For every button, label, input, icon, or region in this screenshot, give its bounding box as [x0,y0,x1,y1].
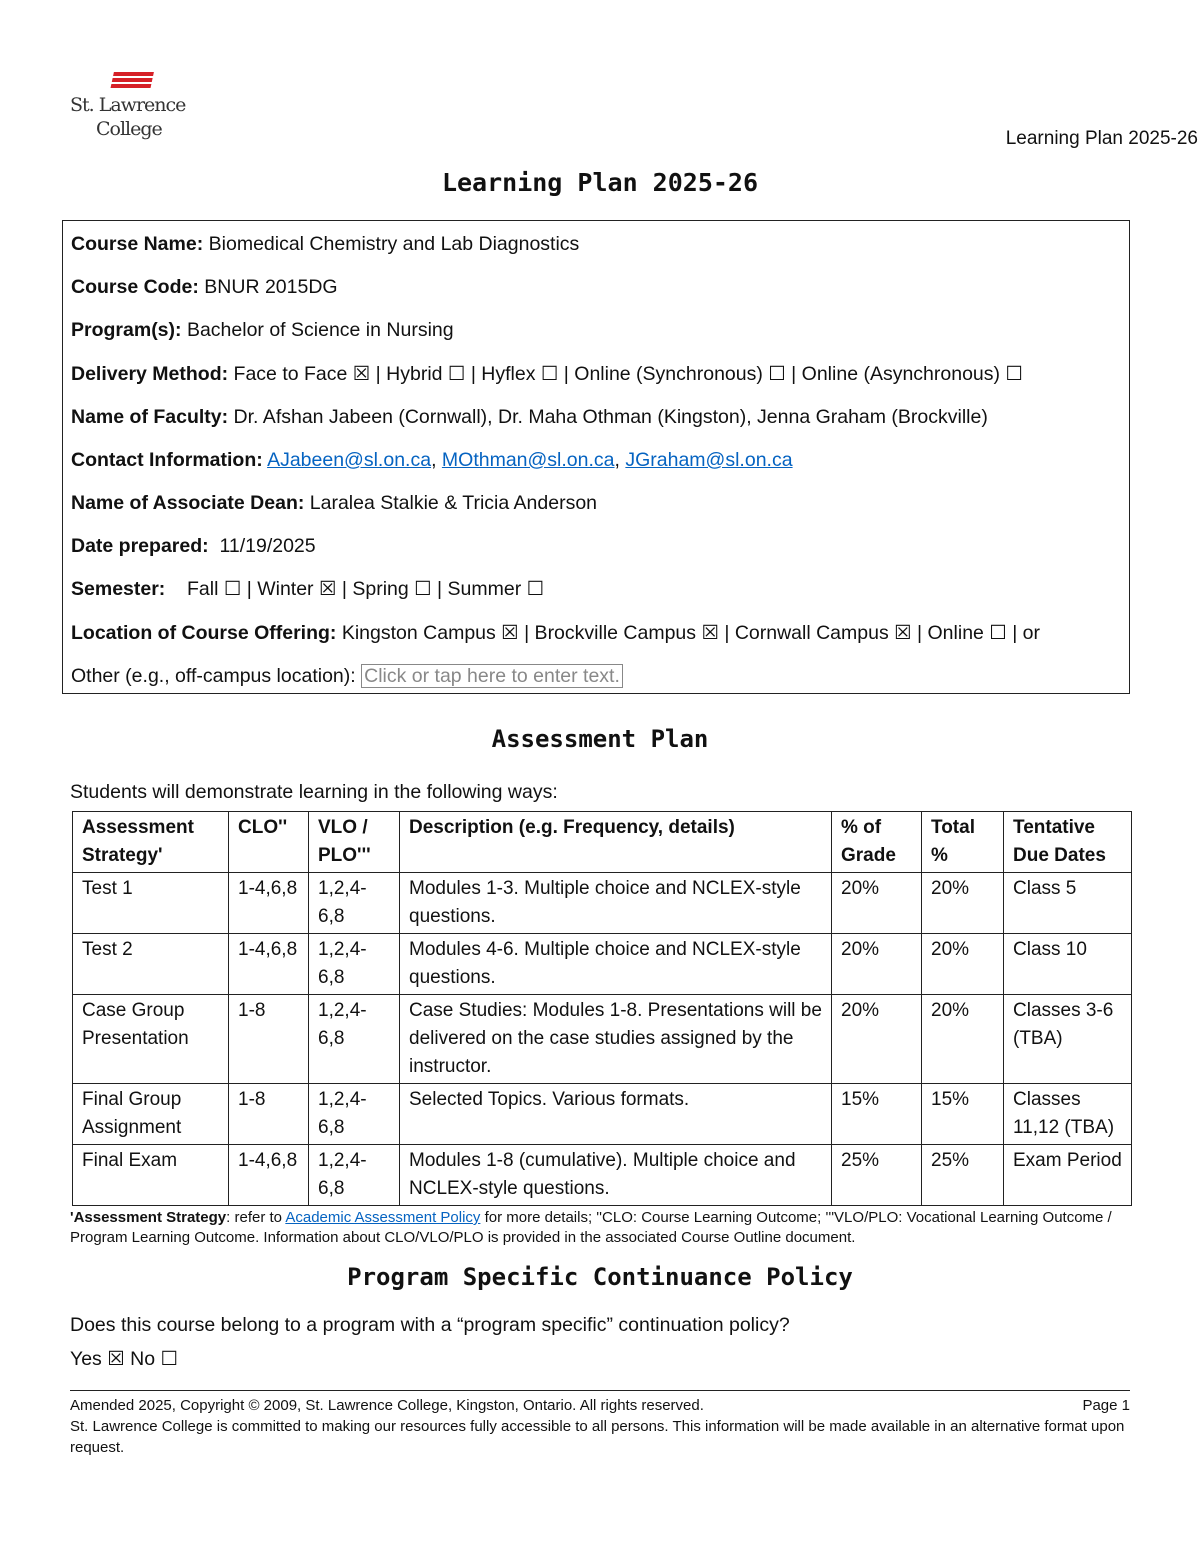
course-name: Course Name: Biomedical Chemistry and Lab Diagnostics [71,233,580,255]
assessment-title: Assessment Plan [491,725,709,753]
table-row: Case Group Presentation 1-8 1,2,4-6,8 Case Studies: Modules 1-8. Presentations will be delivered on the case studies assigned by the instructor. 20% 20% Classes 3-6 (TBA) [73,995,1132,1084]
email-link[interactable]: AJabeen@sl.on.ca [267,449,432,471]
course-info-box [62,220,1130,694]
program: Program(s): Bachelor of Science in Nursing [71,319,454,341]
associate-dean: Name of Associate Dean: Laralea Stalkie & Tricia Anderson [71,492,598,514]
location[interactable]: Location of Course Offering: Kingston Campus ☒ | Brockville Campus ☒ | Cornwall Campus ☒ | Online ☐ | or [71,622,1041,644]
header-title: Learning Plan 2025-26 [1005,128,1198,149]
other-location-input[interactable]: Click or tap here to enter text. [361,664,623,688]
page-footer [70,1390,1130,1458]
other-location: Other (e.g., off-campus location): Click or tap here to enter text. [71,663,623,689]
delivery-method[interactable]: Delivery Method: Face to Face ☒ | Hybrid ☐ | Hyflex ☐ | Online (Synchronous) ☐ | Online (Asynchronous) ☐ [71,363,1023,385]
semester[interactable]: Semester: Fall ☐ | Winter ☒ | Spring ☐ | Summer ☐ [71,578,545,600]
college-logo: St. Lawrence College [70,70,200,145]
table-row: Test 2 1-4,6,8 1,2,4-6,8 Modules 4-6. Multiple choice and NCLEX-style questions. 20% 20% Class 10 [73,934,1132,995]
continuance-answer[interactable]: Yes ☒ No ☐ [70,1348,178,1370]
page-number: Page 1 [1082,1397,1130,1414]
table-row: Final Group Assignment 1-8 1,2,4-6,8 Selected Topics. Various formats. 15% 15% Classes 11,12 (TBA) [73,1084,1132,1145]
continuance-question: Does this course belong to a program with a “program specific” continuation policy? [70,1314,790,1336]
email-link[interactable]: JGraham@sl.on.ca [625,449,793,471]
course-code: Course Code: BNUR 2015DG [71,276,338,298]
page-title: Learning Plan 2025-26 [441,168,759,197]
email-link[interactable]: MOthman@sl.on.ca [441,449,615,471]
date-prepared: Date prepared: 11/19/2025 [71,535,316,557]
faculty: Name of Faculty: Dr. Afshan Jabeen (Cornwall), Dr. Maha Othman (Kingston), Jenna Graham (Brockville) [71,406,988,428]
assessment-intro: Students will demonstrate learning in the following ways: [70,781,558,803]
table-footnote: 'Assessment Strategy: refer to Academic Assessment Policy for more details; ''CLO: Course Learning Outcome; '''VLO/PLO: Vocational Learning Outcome / Program Learning Outcome. Information about CLO/VLO/PLO is provided in the associated Course Outline document. [70,1209,1112,1246]
contact-info: Contact Information: AJabeen@sl.on.ca, MOthman@sl.on.ca, JGraham@sl.on.ca [71,449,793,471]
table-header: Assessment Strategy' CLO'' VLO / PLO''' Description (e.g. Frequency, details) % of Grade Total % Tentative Due Dates [73,812,1132,873]
assessment-table [72,811,1132,1206]
flag-icon [110,72,154,90]
academic-assessment-policy-link[interactable]: Academic Assessment Policy [285,1209,481,1226]
accessibility-note: St. Lawrence College is committed to making our resources fully accessible to all persons. This information will be made available in an alternative format upon request. [70,1418,1125,1456]
table-row: Final Exam 1-4,6,8 1,2,4-6,8 Modules 1-8 (cumulative). Multiple choice and NCLEX-style questions. 25% 25% Exam Period [73,1145,1132,1206]
copyright: Amended 2025, Copyright © 2009, St. Lawrence College, Kingston, Ontario. All rights reserved. [70,1397,704,1414]
table-row: Test 1 1-4,6,8 1,2,4-6,8 Modules 1-3. Multiple choice and NCLEX-style questions. 20% 20% Class 5 [73,873,1132,934]
continuance-title: Program Specific Continuance Policy [347,1263,853,1291]
lower-content [0,811,1200,1498]
